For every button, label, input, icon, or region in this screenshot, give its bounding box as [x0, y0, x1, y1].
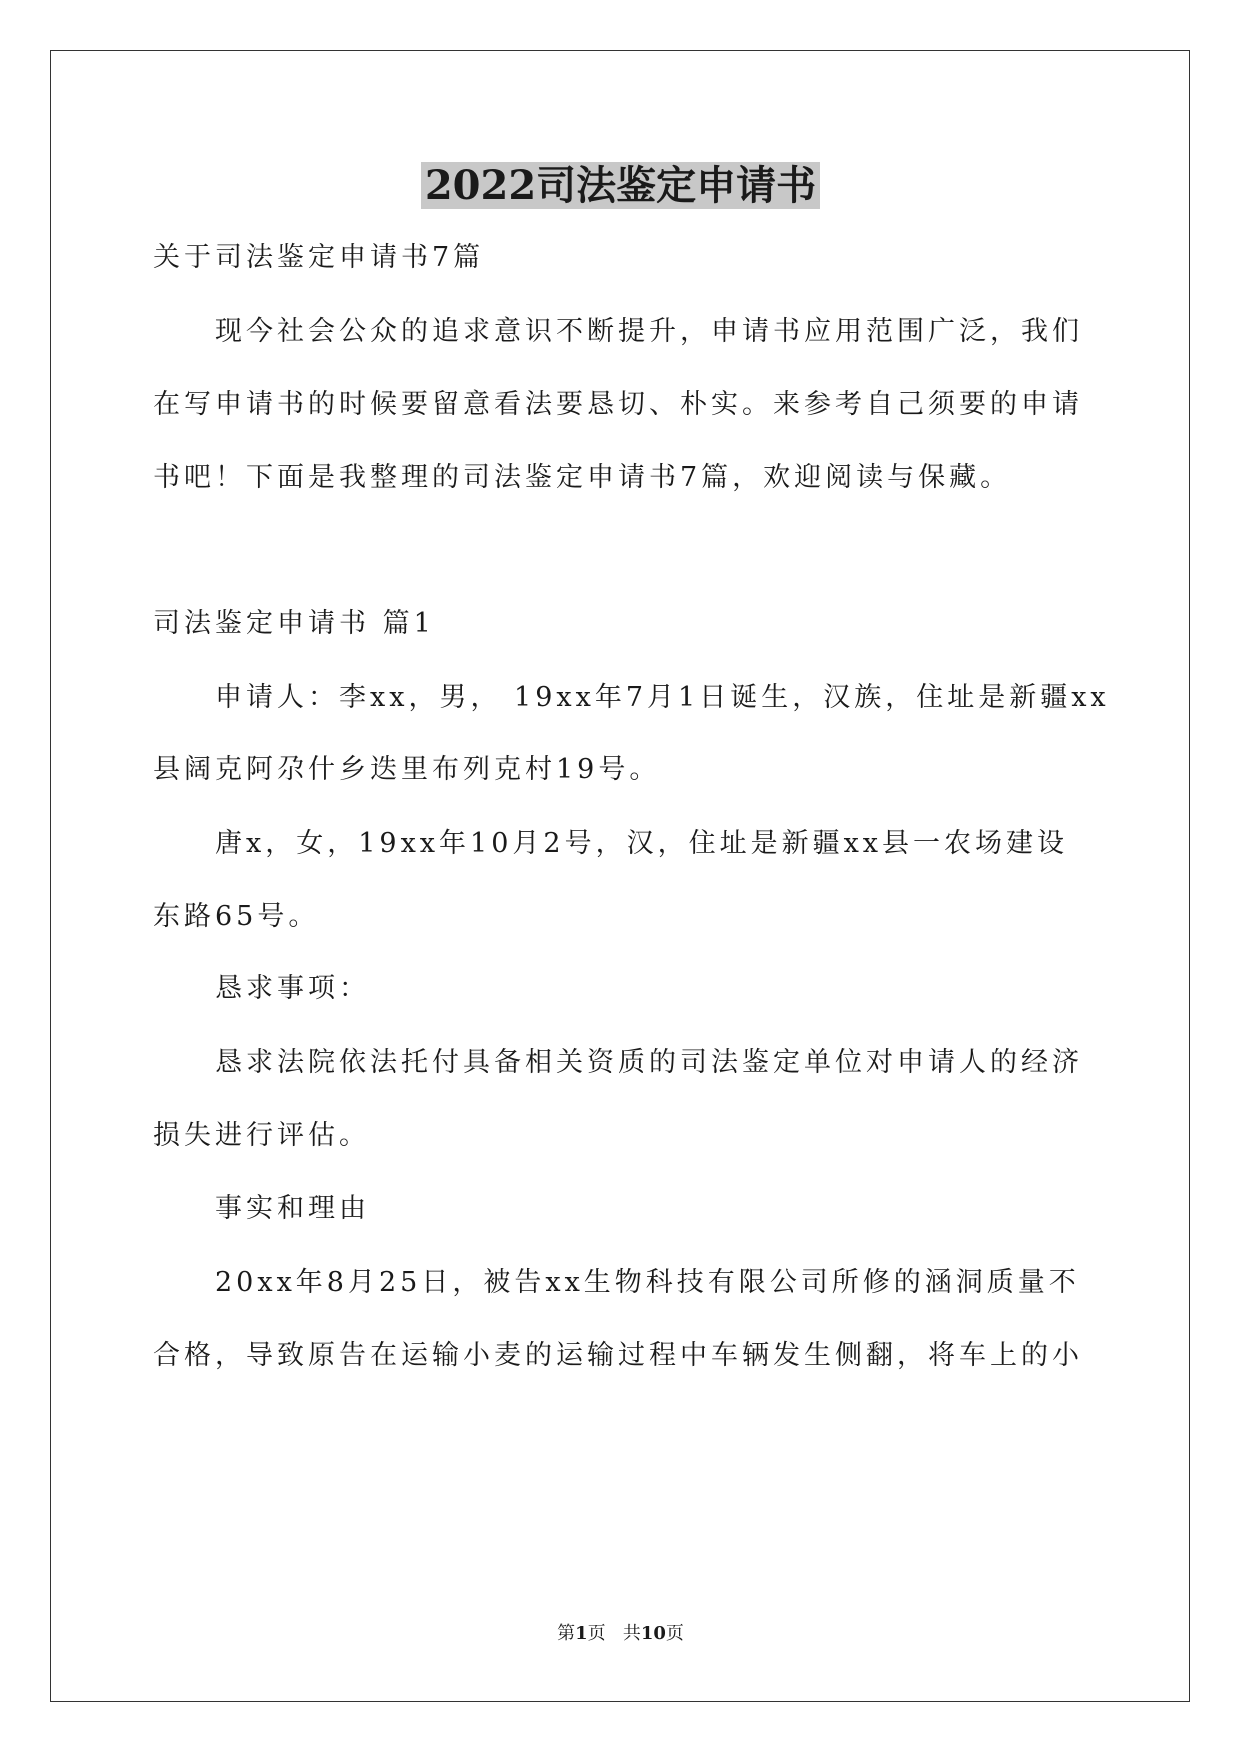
intro-paragraph-line-2: 在写申请书的时候要留意看法要恳切、朴实。来参考自己须要的申请	[153, 389, 1083, 420]
total-pages: 10	[640, 1623, 666, 1644]
request-heading: 恳求事项：	[215, 973, 370, 1004]
page-border	[50, 50, 1190, 1702]
applicant-1-line-1: 申请人：李xx，男， 19xx年7月1日诞生，汉族，住址是新疆xx	[215, 682, 1110, 713]
page-suffix: 页	[587, 1623, 606, 1644]
page-prefix: 第	[557, 1623, 576, 1644]
facts-heading: 事实和理由	[215, 1193, 370, 1224]
total-suffix: 页	[665, 1623, 684, 1644]
page-footer	[0, 1622, 1241, 1646]
facts-line-2: 合格，导致原告在运输小麦的运输过程中车辆发生侧翻，将车上的小	[153, 1340, 1083, 1371]
facts-line-1: 20xx年8月25日，被告xx生物科技有限公司所修的涵洞质量不	[215, 1267, 1080, 1298]
intro-paragraph-line-3: 书吧！下面是我整理的司法鉴定申请书7篇，欢迎阅读与保藏。	[153, 462, 1012, 493]
applicant-2-line-2: 东路65号。	[153, 901, 320, 932]
applicant-2-line-1: 唐x，女，19xx年10月2号，汉，住址是新疆xx县一农场建设	[215, 828, 1069, 859]
applicant-1-line-2: 县阔克阿尕什乡迭里布列克村19号。	[153, 754, 661, 785]
document-subtitle: 关于司法鉴定申请书7篇	[153, 242, 485, 273]
request-line-1: 恳求法院依法托付具备相关资质的司法鉴定单位对申请人的经济	[215, 1047, 1083, 1078]
intro-paragraph-line-1: 现今社会公众的追求意识不断提升，申请书应用范围广泛，我们	[215, 316, 1083, 347]
document-title-text: 2022司法鉴定申请书	[421, 162, 820, 209]
document-title	[0, 158, 1241, 214]
request-line-2: 损失进行评估。	[153, 1120, 370, 1151]
section-heading: 司法鉴定申请书 篇1	[153, 608, 435, 639]
total-prefix: 共	[622, 1623, 641, 1644]
page-current: 1	[575, 1623, 588, 1644]
